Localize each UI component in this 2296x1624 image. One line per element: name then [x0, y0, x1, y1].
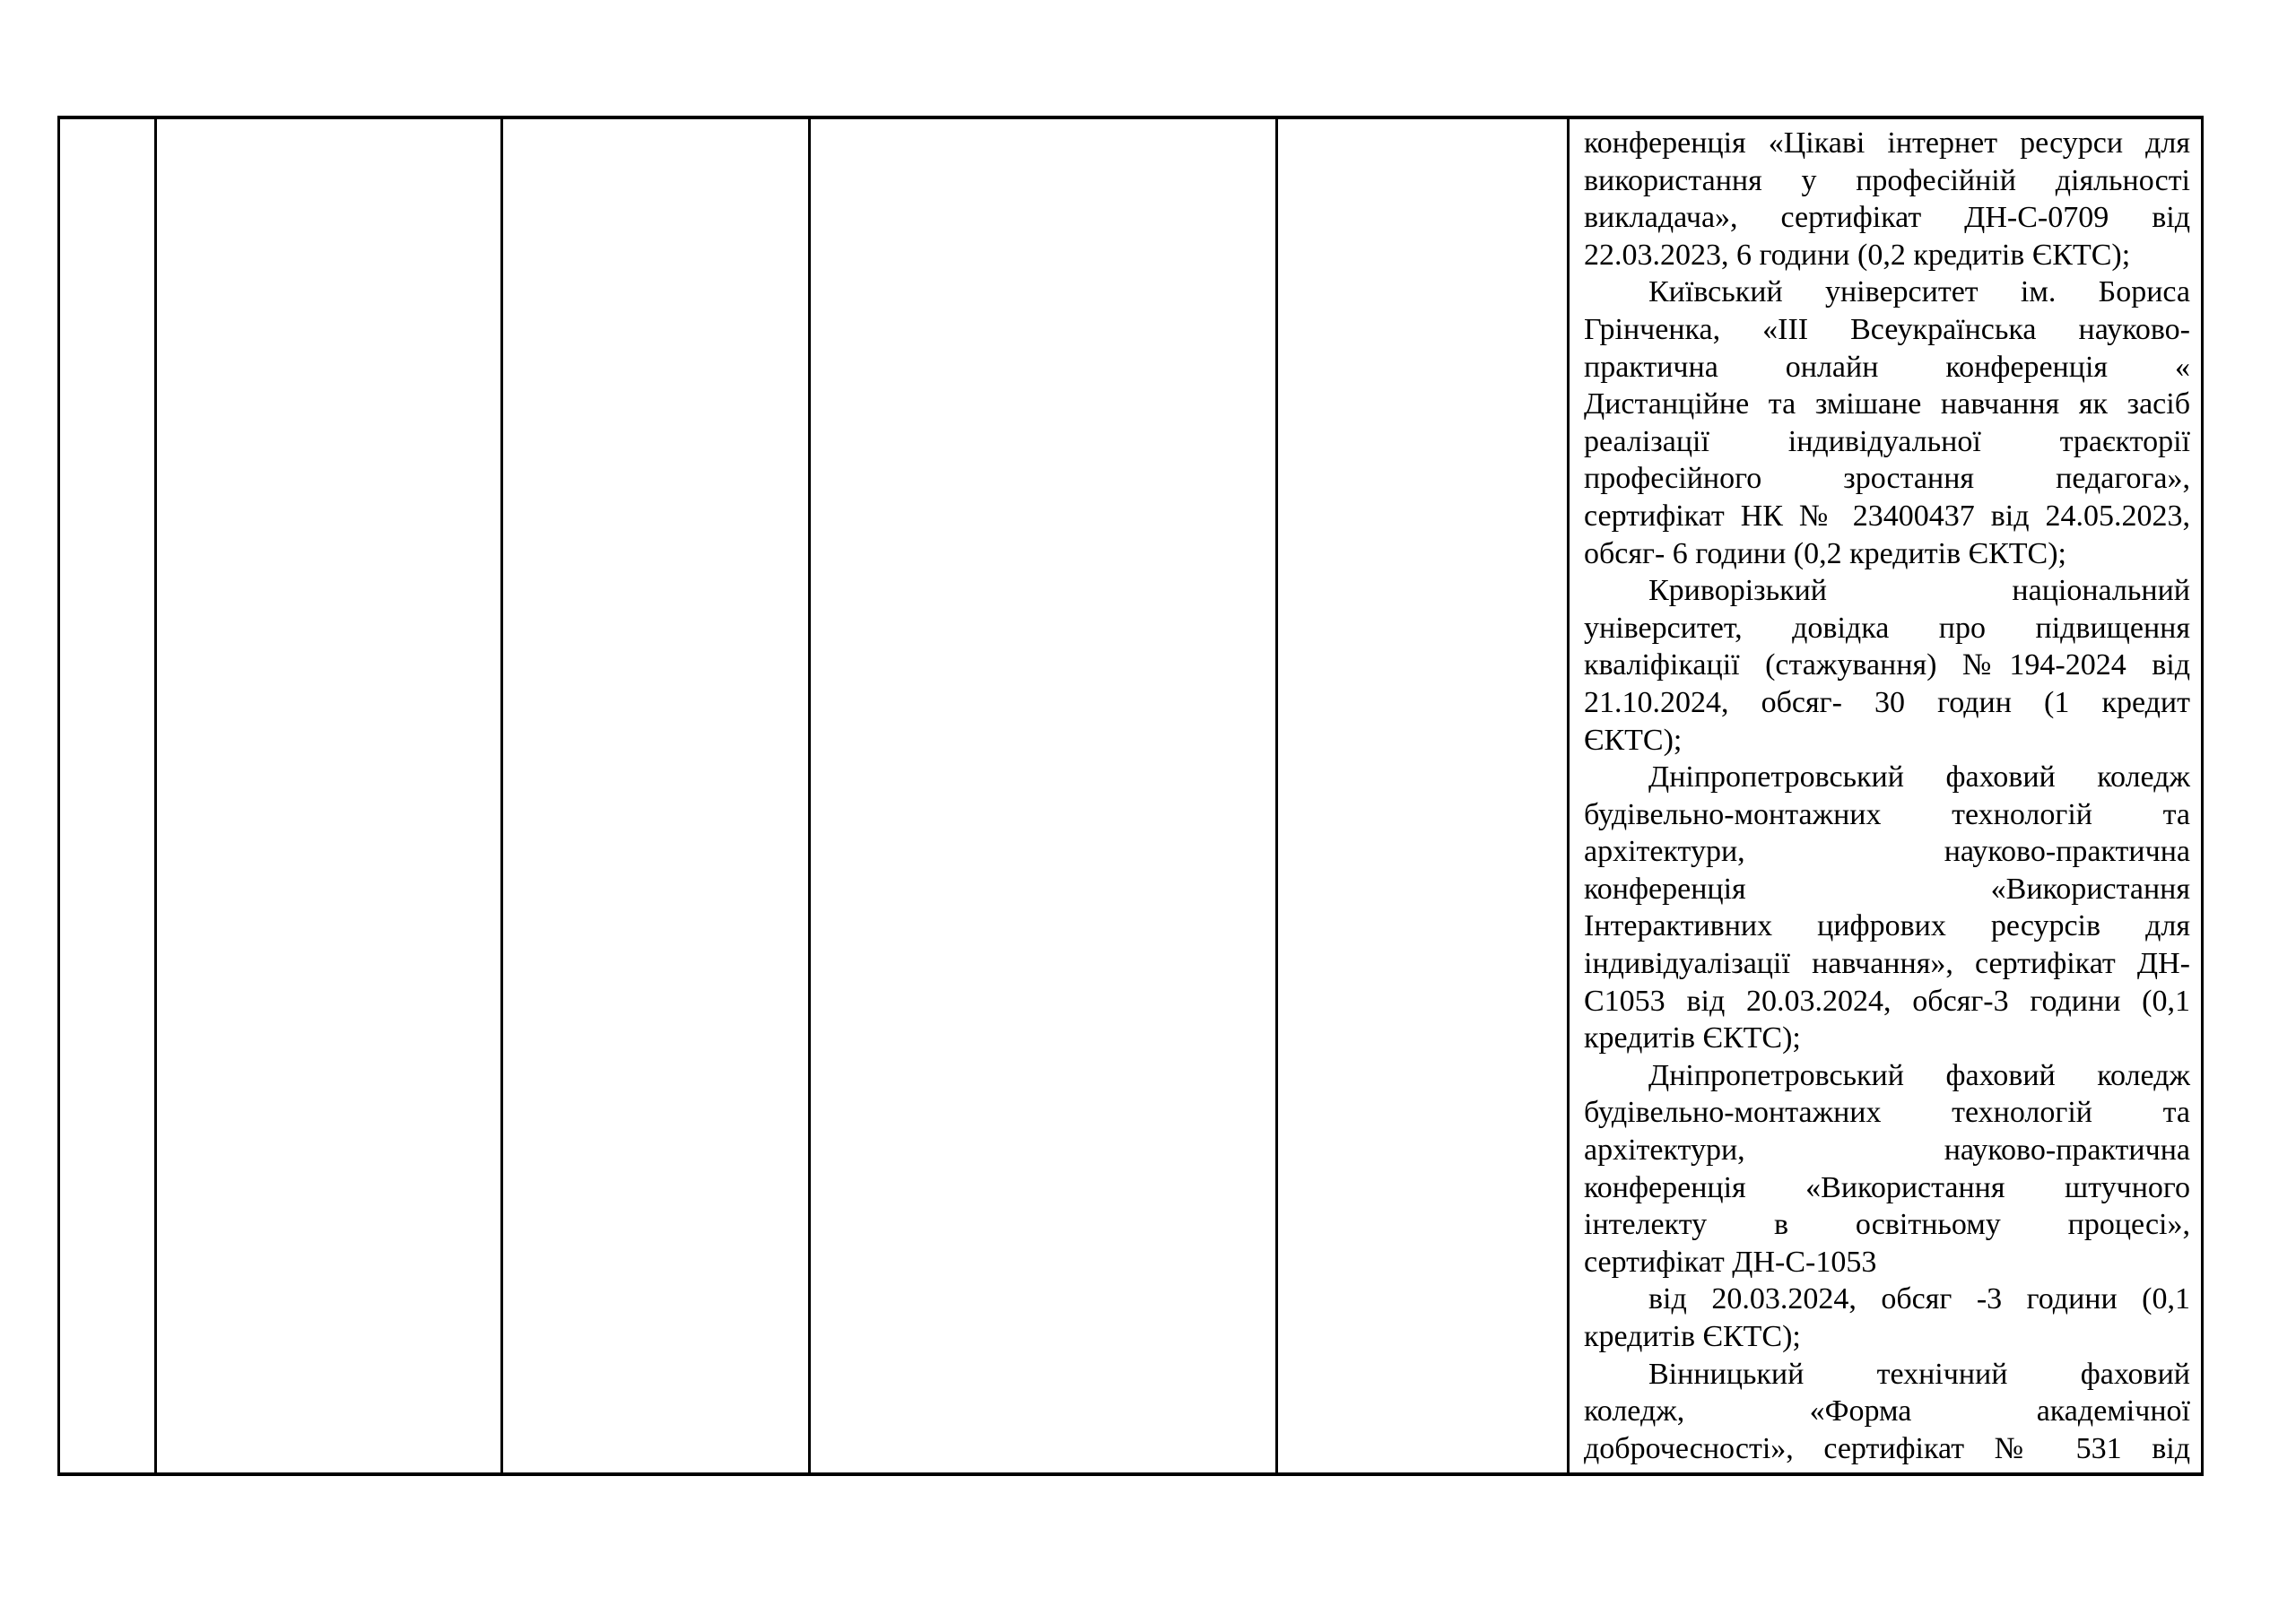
text-line: Грінченка, «ІІІ Всеукраїнська науково-: [1584, 312, 2190, 346]
text-line: доброчесності», сертифікат № 531 від: [1584, 1431, 2190, 1465]
text-line: Інтерактивних цифрових ресурсів для: [1584, 909, 2190, 943]
text-line: професійного зростання педагога»,: [1584, 462, 2190, 496]
text-line: конференція «Використання штучного: [1584, 1170, 2190, 1204]
text-line: архітектури, науково-практична: [1584, 835, 2190, 869]
text-line: обсяг- 6 години (0,2 кредитів ЄКТС);: [1584, 536, 2066, 570]
text-line: С1053 від 20.03.2024, обсяг-3 години (0,1: [1584, 984, 2190, 1018]
text-line: Дніпропетровський фаховий коледж: [1648, 760, 2190, 795]
text-line: Дніпропетровський фаховий коледж: [1648, 1058, 2190, 1092]
text-line: Дистанційне та змішане навчання як засіб: [1584, 387, 2190, 421]
text-line: викладача», сертифікат ДН-С-0709 від: [1584, 201, 2190, 235]
text-line: ЄКТС);: [1584, 723, 1683, 757]
text-line: 22.03.2023, 6 години (0,2 кредитів ЄКТС);: [1584, 238, 2131, 272]
text-line: будівельно-монтажних технологій та: [1584, 1096, 2190, 1130]
table-cell-4: [811, 119, 1278, 1472]
table-cell-3: [503, 119, 811, 1472]
text-line: коледж, «Форма академічної: [1584, 1394, 2190, 1429]
text-line: Вінницький технічний фаховий: [1648, 1357, 2190, 1391]
text-line: університет, довідка про підвищення: [1584, 611, 2190, 645]
table-cell-1: [60, 119, 157, 1472]
table-cell-2: [157, 119, 503, 1472]
table-cell-5: [1278, 119, 1570, 1472]
table-cell-qualification: [1570, 119, 2201, 1472]
text-line: практична онлайн конференція «: [1584, 350, 2190, 384]
text-line: будівельно-монтажних технологій та: [1584, 797, 2190, 831]
text-line: використання у професійній діяльності: [1584, 163, 2190, 197]
text-line: конференція «Цікаві інтернет ресурси для: [1584, 126, 2190, 160]
qualification-table: [57, 116, 2204, 1476]
text-line: Київський університет ім. Бориса: [1648, 275, 2190, 309]
text-line: кваліфікації (стажування) №194-2024 від: [1584, 648, 2190, 682]
text-line: реалізації індивідуальної траєкторії: [1584, 424, 2190, 458]
text-line: сертифікат ДН-С-1053: [1584, 1245, 1877, 1279]
text-line: сертифікат НК № 23400437 від 24.05.2023,: [1584, 499, 2190, 533]
text-line: кредитів ЄКТС);: [1584, 1021, 1801, 1055]
text-line: кредитів ЄКТС);: [1584, 1320, 1801, 1353]
text-line: інтелекту в освітньому процесі»,: [1584, 1208, 2190, 1242]
text-line: архітектури, науково-практична: [1584, 1133, 2190, 1168]
certificates-text: [1584, 125, 2190, 1467]
text-line: конференція «Використання: [1584, 872, 2190, 906]
text-line: Криворізький національний: [1648, 574, 2190, 608]
text-line: 21.10.2024, обсяг- 30 годин (1 кредит: [1584, 685, 2190, 719]
text-line: індивідуалізації навчання», сертифікат ДН-: [1584, 947, 2190, 981]
text-line: від 20.03.2024, обсяг -3 години (0,1: [1648, 1282, 2190, 1316]
